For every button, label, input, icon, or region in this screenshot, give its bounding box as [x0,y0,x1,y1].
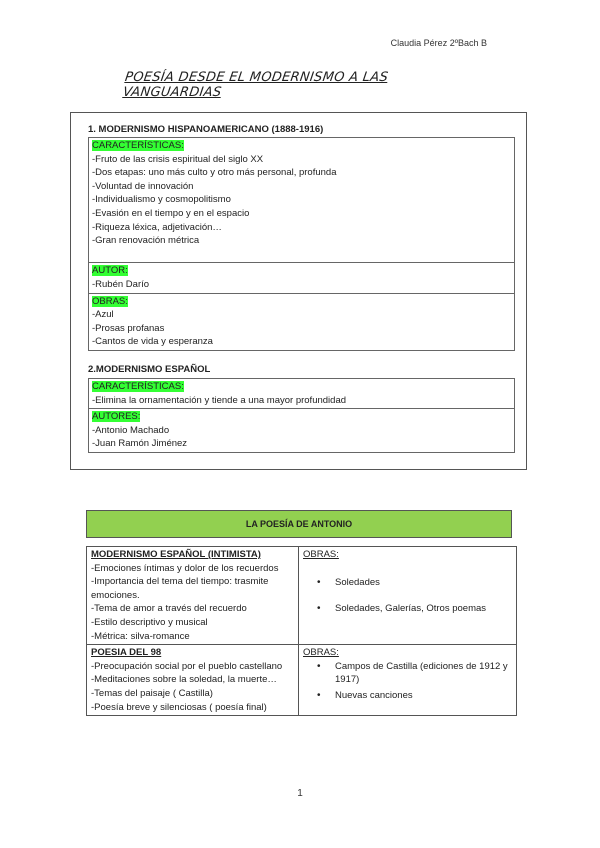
section1-caracteristicas-cell [89,138,515,263]
section2-table [88,378,515,453]
row1-right-cell [299,547,517,645]
section2-caracteristicas-cell [89,379,515,409]
list-item: -Emociones íntimas y dolor de los recuerdos [91,562,279,574]
list-item: -Antonio Machado [92,424,170,436]
section1-autor: -Rubén Darío [92,278,150,290]
list-item: -Juan Ramón Jiménez [92,438,188,450]
section2-heading: 2.MODERNISMO ESPAÑOL [88,364,211,375]
list-item: • Campos de Castilla (ediciones de 1912 y 1917) [317,660,512,687]
list-item: -Elimina la ornamentación y tiende a una mayor profundidad [92,394,347,406]
row2-heading: POESIA DEL 98 [91,647,162,659]
row1-left-cell [87,547,299,645]
list-item: • Soledades, Galerías, Otros poemas [317,602,512,616]
table-row [87,547,517,645]
antonio-table [86,546,517,716]
row2-obras-label: OBRAS: [303,647,339,659]
section2-autores-label: AUTORES: [92,411,141,423]
list-item: -Importancia del tema del tiempo: trasmite [91,576,269,588]
section1-obras-label: OBRAS: [92,295,128,307]
section1-table [88,137,515,351]
section1-heading: 1. MODERNISMO HISPANOAMERICANO (1888-1916) [88,124,324,135]
list-item: -Tema de amor a través del recuerdo [91,603,247,615]
section2-caracteristicas-label: CARACTERÍSTICAS: [92,381,184,392]
section1-autor-cell [89,263,515,293]
list-item: -Cantos de vida y esperanza [92,336,213,348]
list-item: -Dos etapas: uno más culto y otro más personal, profunda [92,167,337,179]
row1-obras-list [303,576,512,616]
list-item: emociones. [91,589,140,601]
row2-right-cell [299,645,517,716]
list-item: -Preocupación social por el pueblo castellano [91,660,283,672]
row2-obras-list [303,660,512,703]
section1-caracteristicas-label: CARACTERÍSTICAS: [92,140,184,151]
page-number: 1 [297,788,303,799]
list-item: -Voluntad de innovación [92,180,194,192]
antonio-banner: LA POESÍA DE ANTONIO [86,510,512,538]
list-item: -Estilo descriptivo y musical [91,616,208,628]
list-item: • Soledades [317,576,512,590]
list-item: -Prosas profanas [92,322,165,334]
list-item: -Individualismo y cosmopolitismo [92,194,231,206]
row1-heading: MODERNISMO ESPAÑOL (INTIMISTA) [91,549,261,560]
list-item: -Temas del paisaje ( Castilla) [91,687,213,699]
section1-autor-label: AUTOR: [92,265,128,277]
list-item: -Azul [92,309,114,321]
list-item: -Meditaciones sobre la soledad, la muerte… [91,674,277,686]
table-row [87,645,517,716]
list-item: -Riqueza léxica, adjetivación… [92,221,222,233]
list-item: -Métrica: silva-romance [91,630,190,642]
list-item: • Nuevas canciones [317,689,512,703]
row1-obras-label: OBRAS: [303,549,339,560]
header-author: Claudia Pérez 2ºBach B [390,38,487,48]
list-item: -Evasión en el tiempo y en el espacio [92,207,250,219]
row2-left-cell [87,645,299,716]
document-title: POESÍA DESDE EL MODERNISMO A LAS VANGUARDIAS [121,70,390,100]
list-item: -Poesía breve y silenciosas ( poesía final) [91,701,267,713]
list-item: -Fruto de las crisis espiritual del siglo XX [92,153,264,165]
section2-autores-cell [89,409,515,453]
section1-obras-cell [89,293,515,350]
list-item: -Gran renovación métrica [92,235,200,247]
